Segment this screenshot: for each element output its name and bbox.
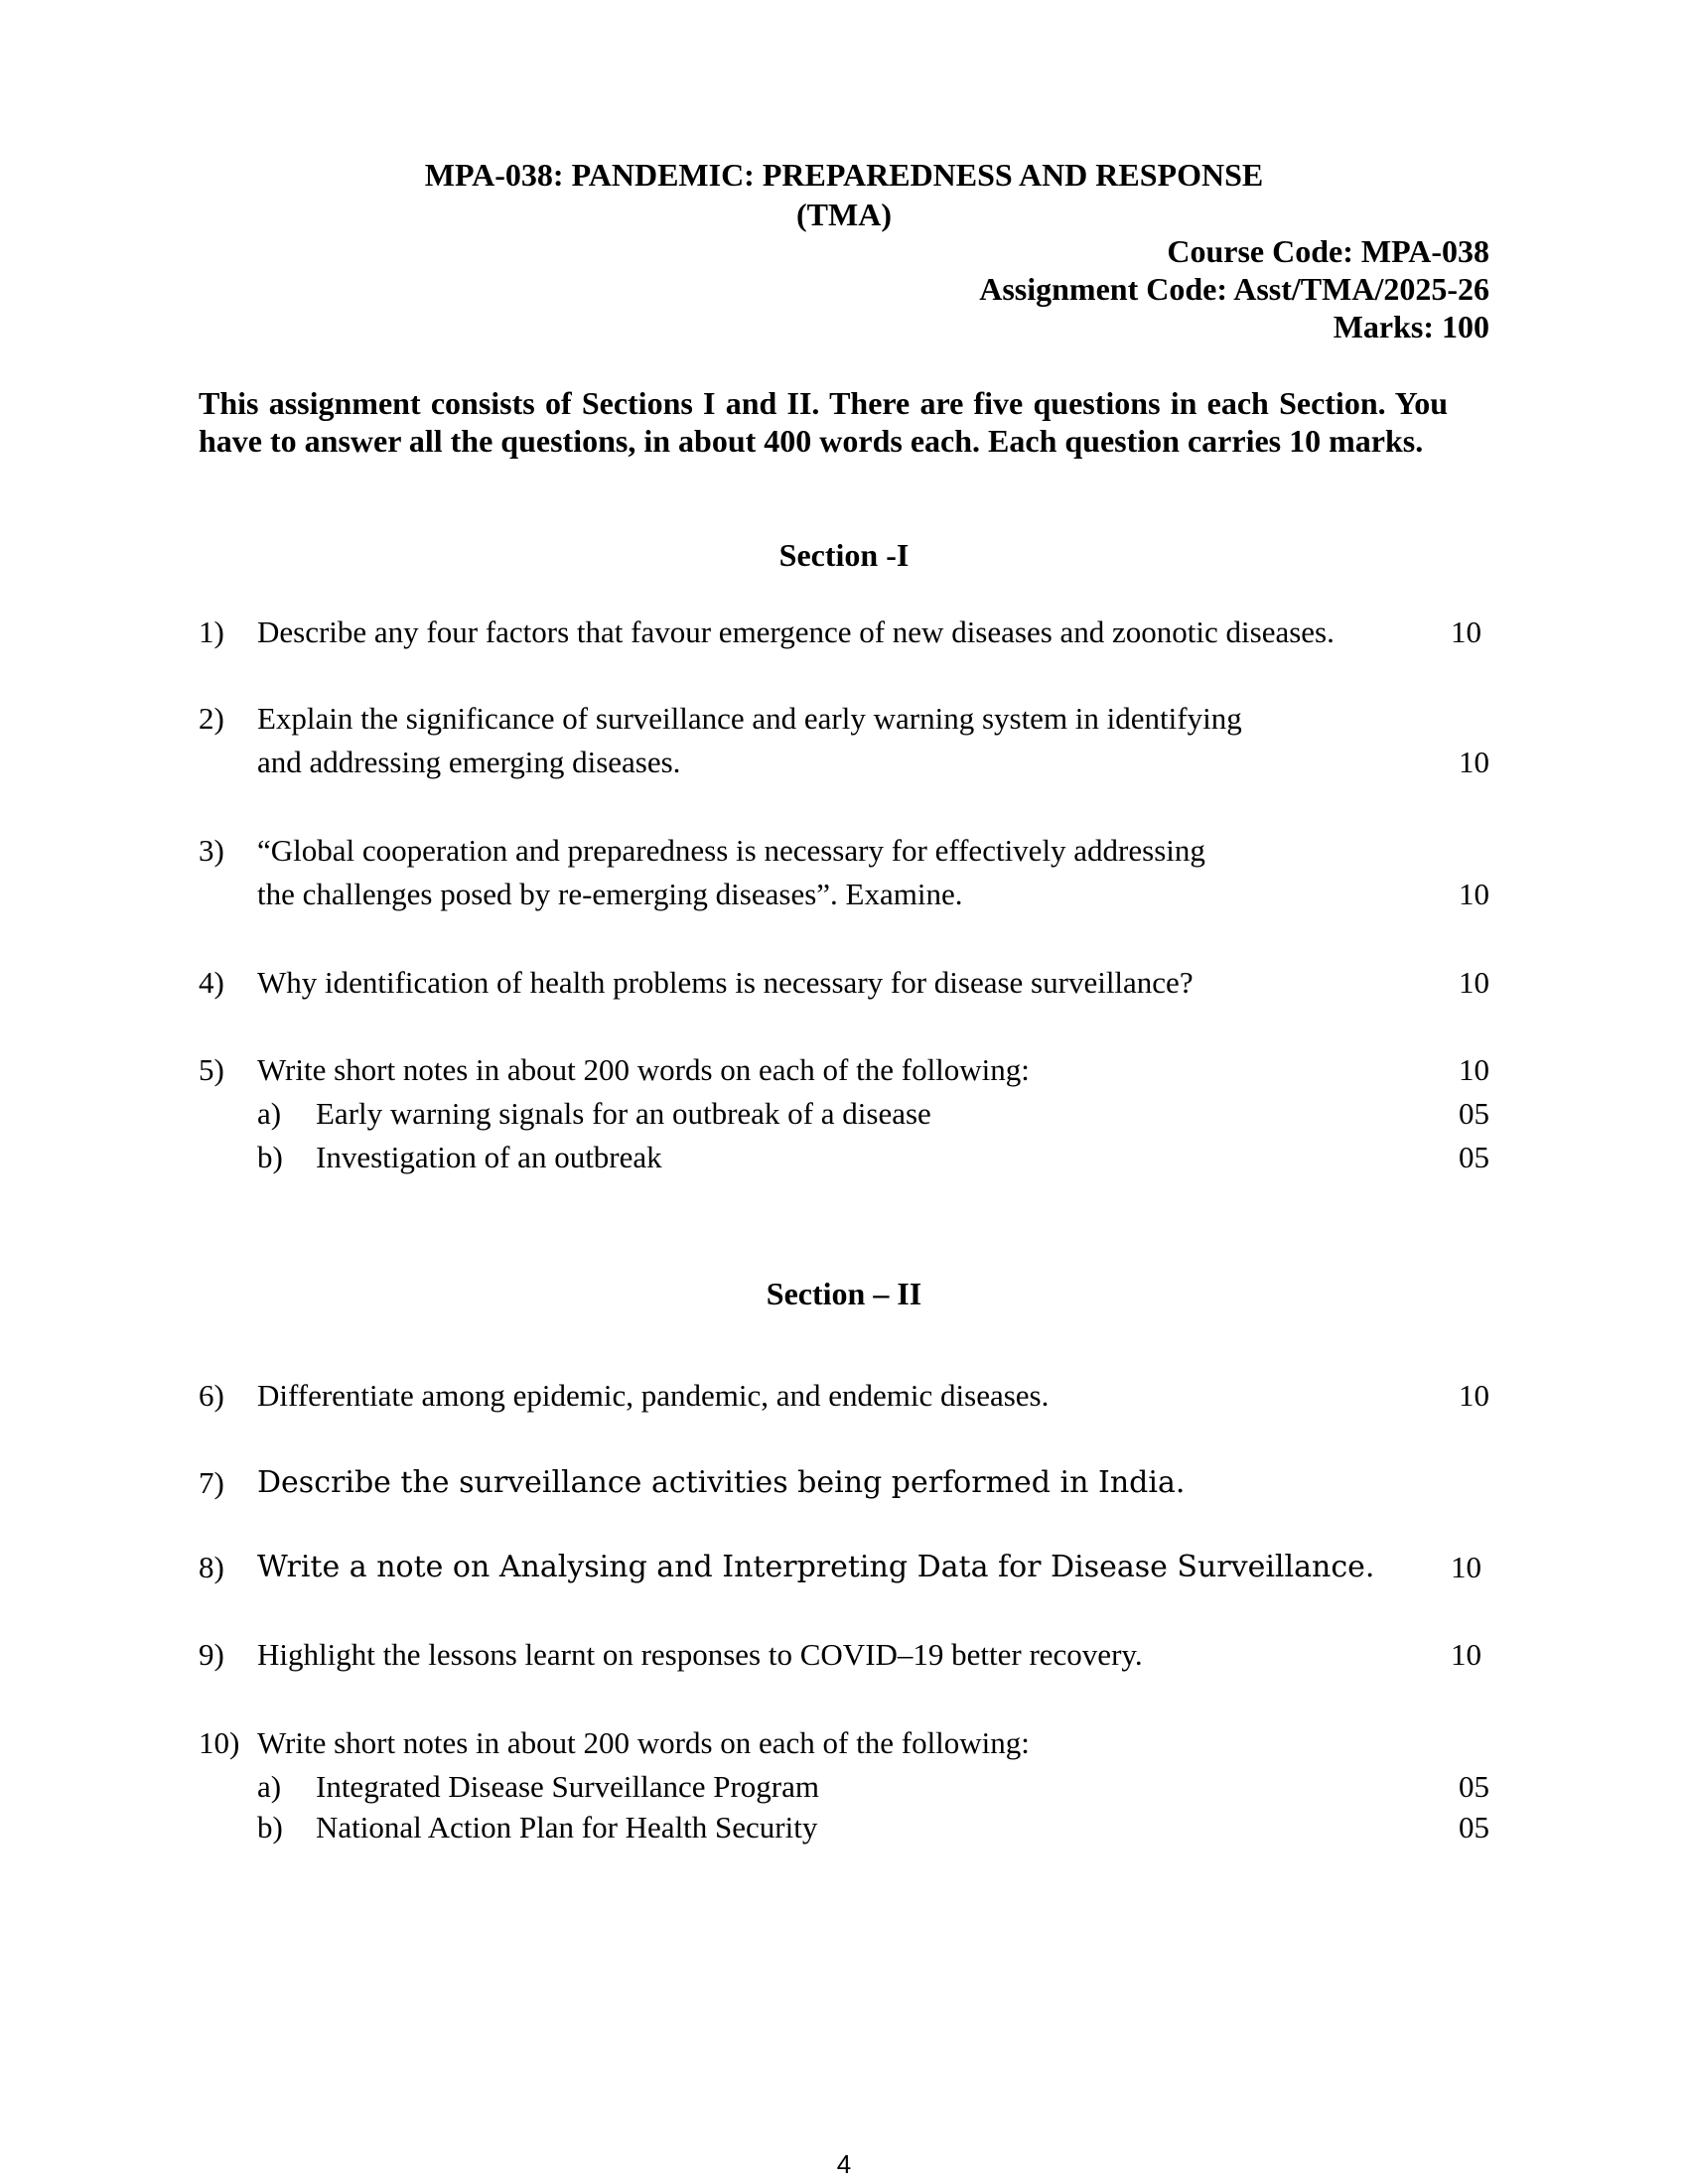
question-marks: 10 bbox=[1459, 745, 1489, 779]
question-number: 7) bbox=[199, 1465, 224, 1500]
question-text: Why identification of health problems is necessary for disease surveillance? bbox=[257, 965, 1194, 1000]
question-text: Highlight the lessons learnt on responses to COVID–19 better recovery. bbox=[257, 1637, 1143, 1672]
instructions: This assignment consists of Sections I and II. There are five questions in each Section. You have to answer all the questions, in about 400 words each. Each question carries 10 marks. bbox=[199, 385, 1448, 459]
subpart-text: Investigation of an outbreak bbox=[316, 1140, 662, 1174]
question-text-line-1: Explain the significance of surveillance and early warning system in identifying bbox=[257, 701, 1242, 736]
question-marks: 10 bbox=[1459, 965, 1489, 1000]
question-text: Describe the surveillance activities being performed in India. bbox=[257, 1465, 1186, 1500]
question-marks: 10 bbox=[1451, 1550, 1481, 1584]
question-marks: 10 bbox=[1459, 1052, 1489, 1087]
subpart-marks: 05 bbox=[1459, 1810, 1489, 1844]
question-number: 1) bbox=[199, 614, 224, 649]
question-marks: 10 bbox=[1451, 1637, 1481, 1672]
question-text-line-2: and addressing emerging diseases. bbox=[257, 745, 681, 779]
document-subtitle: (TMA) bbox=[796, 197, 892, 232]
question-text: Write a note on Analysing and Interpreting Data for Disease Surveillance. bbox=[257, 1550, 1375, 1584]
subpart-marks: 05 bbox=[1459, 1769, 1489, 1804]
question-text: Describe any four factors that favour emergence of new diseases and zoonotic diseases. bbox=[257, 614, 1335, 649]
total-marks: Marks: 100 bbox=[1333, 309, 1489, 344]
question-number: 9) bbox=[199, 1637, 224, 1672]
question-text-line-2: the challenges posed by re-emerging diseases”. Examine. bbox=[257, 877, 963, 911]
question-number: 6) bbox=[199, 1378, 224, 1413]
question-marks: 10 bbox=[1459, 877, 1489, 911]
section-2-heading: Section – II bbox=[766, 1276, 922, 1311]
page-number: 4 bbox=[836, 2149, 852, 2179]
subpart-label: b) bbox=[257, 1140, 283, 1174]
subpart-label: b) bbox=[257, 1810, 283, 1844]
assignment-code: Assignment Code: Asst/TMA/2025-26 bbox=[979, 271, 1489, 307]
question-marks: 10 bbox=[1451, 614, 1481, 649]
subpart-text: Early warning signals for an outbreak of a disease bbox=[316, 1096, 931, 1131]
subpart-label: a) bbox=[257, 1769, 282, 1804]
subpart-text: National Action Plan for Health Security bbox=[316, 1810, 818, 1844]
question-text-line-1: “Global cooperation and preparedness is necessary for effectively addressing bbox=[257, 833, 1205, 868]
document-title: MPA-038: PANDEMIC: PREPAREDNESS AND RESPONSE bbox=[424, 157, 1264, 193]
question-number: 4) bbox=[199, 965, 224, 1000]
question-text: Write short notes in about 200 words on each of the following: bbox=[257, 1725, 1030, 1760]
subpart-marks: 05 bbox=[1459, 1096, 1489, 1131]
question-number: 10) bbox=[199, 1725, 240, 1760]
question-text: Differentiate among epidemic, pandemic, and endemic diseases. bbox=[257, 1378, 1050, 1413]
question-number: 5) bbox=[199, 1052, 224, 1087]
course-code: Course Code: MPA-038 bbox=[1167, 233, 1489, 269]
question-number: 3) bbox=[199, 833, 224, 868]
question-number: 2) bbox=[199, 701, 224, 736]
question-text: Write short notes in about 200 words on each of the following: bbox=[257, 1052, 1030, 1087]
question-marks: 10 bbox=[1459, 1378, 1489, 1413]
subpart-text: Integrated Disease Surveillance Program bbox=[316, 1769, 820, 1804]
subpart-marks: 05 bbox=[1459, 1140, 1489, 1174]
subpart-label: a) bbox=[257, 1096, 282, 1131]
question-number: 8) bbox=[199, 1550, 224, 1584]
section-1-heading: Section -I bbox=[778, 537, 910, 573]
